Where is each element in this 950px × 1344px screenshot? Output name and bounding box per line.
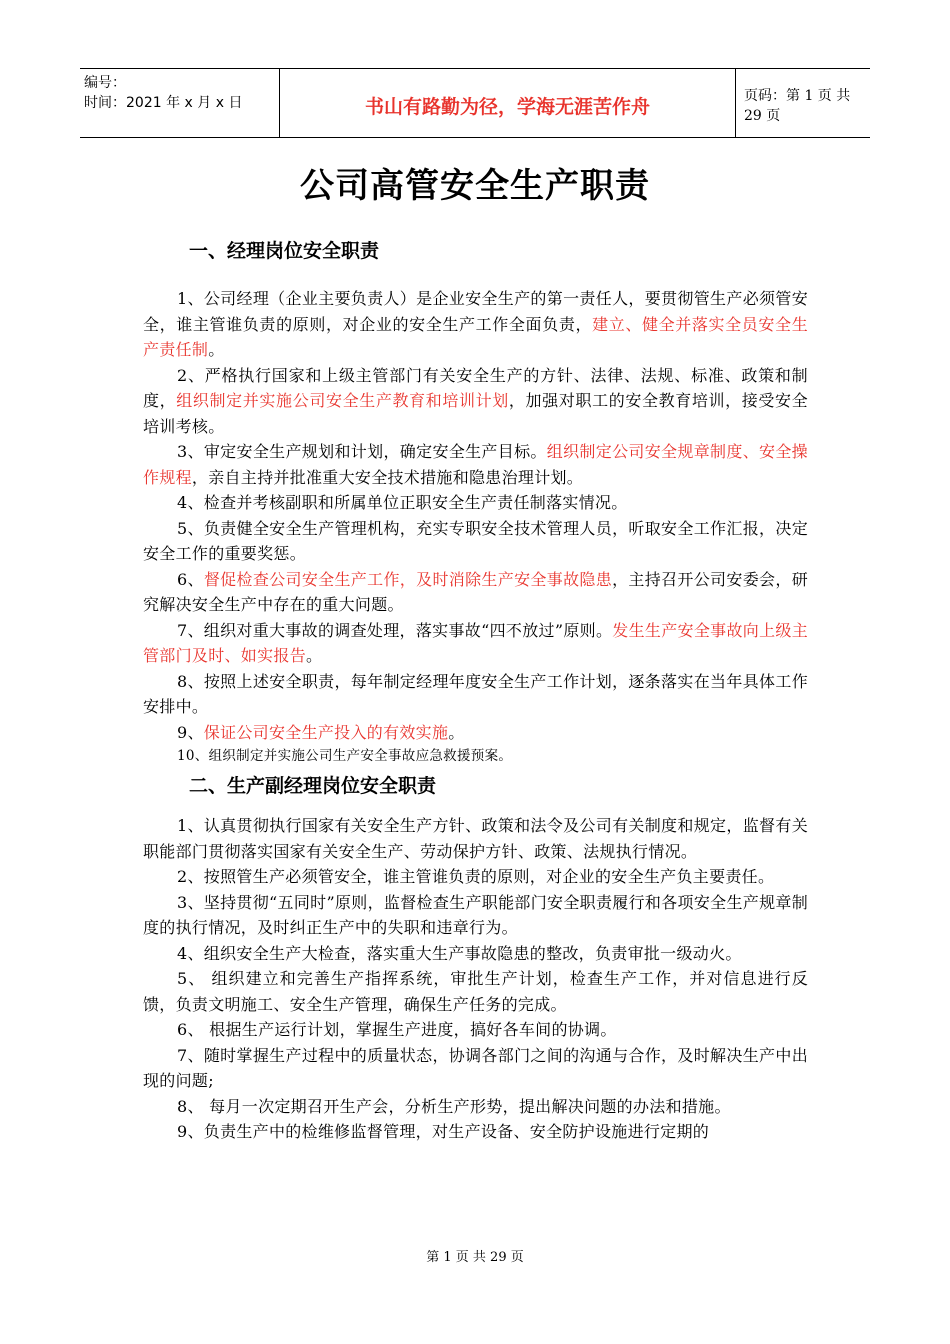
highlight-text: 组织制定并实施公司安全生产教育和培训计划: [176, 391, 509, 410]
section-heading-2: 二、生产副经理岗位安全职责: [189, 775, 437, 797]
paragraph: 8、按照上述安全职责，每年制定经理年度安全生产工作计划，逐条落实在当年具体工作安排中。: [143, 671, 808, 716]
number-label: 编号：: [84, 75, 126, 91]
paragraph: 4、组织安全生产大检查，落实重大生产事故隐患的整改，负责审批一级动火。: [177, 943, 742, 963]
paragraph: 1、认真贯彻执行国家有关安全生产方针、政策和法令及公司有关制度和规定，监督有关职能部门贯彻落实国家有关安全生产、劳动保护方针、政策、法规执行情况。: [143, 816, 808, 861]
time-label: 时间：2021 年 x 月 x 日: [84, 95, 243, 111]
highlight-text: 组织制定公司安全规章制度、安全操作规程: [143, 442, 808, 487]
paragraph: 3、坚持贯彻“五同时”原则，监督检查生产职能部门安全职责履行和各项安全生产规章制度的执行情况，及时纠正生产中的失职和违章行为。: [143, 892, 808, 937]
header-meta-cell: [80, 69, 280, 137]
paragraph: 9、保证公司安全生产投入的有效实施。: [177, 722, 465, 742]
section-heading-1: 一、经理岗位安全职责: [189, 240, 380, 262]
page-title: 公司高管安全生产职责: [300, 166, 650, 206]
highlight-text: 督促检查公司安全生产工作，及时消除生产安全事故隐患: [203, 569, 613, 589]
paragraph: 2、按照管生产必须管安全，谁主管谁负责的原则，对企业的安全生产负主要责任。: [177, 867, 775, 886]
paragraph: 6、督促检查公司安全生产工作，及时消除生产安全事故隐患，主持召开公司安委会，研究解决安全生产中存在的重大问题。: [143, 569, 808, 614]
highlight-text: 发生生产安全事故向上级主管部门及时、如实报告: [143, 620, 808, 665]
header-page-info: 页码：第 1 页 共 29 页: [744, 88, 851, 124]
header-table: [80, 68, 870, 138]
highlight-text: 建立、健全并落实全员安全生产责任制: [143, 314, 808, 359]
paragraph: 7、随时掌握生产过程中的质量状态，协调各部门之间的沟通与合作，及时解决生产中出现的问题;: [143, 1045, 808, 1090]
paragraph: 2、严格执行国家和上级主管部门有关安全生产的方针、法律、法规、标准、政策和制度，组织制定并实施公司安全生产教育和培训计划，加强对职工的安全教育培训，接受安全培训考核。: [143, 365, 808, 436]
paragraph: 5、负责健全安全生产管理机构，充实专职安全技术管理人员，听取安全工作汇报，决定安全工作的重要奖惩。: [143, 518, 808, 563]
header-motto: 书山有路勤为径，学海无涯苦作舟: [280, 69, 736, 137]
document-body: [143, 236, 808, 1145]
paragraph: 7、组织对重大事故的调查处理，落实事故“四不放过”原则。发生生产安全事故向上级主管部门及时、如实报告。: [143, 620, 808, 665]
paragraph: 1、公司经理（企业主要负责人）是企业安全生产的第一责任人，要贯彻管生产必须管安全，谁主管谁负责的原则，对企业的安全生产工作全面负责，建立、健全并落实全员安全生产责任制。: [143, 289, 808, 359]
highlight-text: 保证公司安全生产投入的有效实施: [203, 722, 449, 742]
paragraph: 5、 组织建立和完善生产指挥系统，审批生产计划，检查生产工作，并对信息进行反馈，负责文明施工、安全生产管理，确保生产任务的完成。: [143, 969, 808, 1014]
paragraph: 4、检查并考核副职和所属单位正职安全生产责任制落实情况。: [177, 493, 628, 512]
paragraph: 10、组织制定并实施公司生产安全事故应急救援预案。: [177, 748, 513, 764]
page-footer: 第 1 页 共 29 页: [426, 1250, 524, 1265]
paragraph: 8、 每月一次定期召开生产会，分析生产形势，提出解决问题的办法和措施。: [177, 1096, 731, 1116]
paragraph: 9、负责生产中的检维修监督管理，对生产设备、安全防护设施进行定期的: [177, 1122, 710, 1141]
paragraph: 6、 根据生产运行计划，掌握生产进度，搞好各车间的协调。: [177, 1020, 617, 1039]
paragraph: 3、审定安全生产规划和计划，确定安全生产目标。组织制定公司安全规章制度、安全操作规程，亲自主持并批准重大安全技术措施和隐患治理计划。: [143, 442, 808, 487]
